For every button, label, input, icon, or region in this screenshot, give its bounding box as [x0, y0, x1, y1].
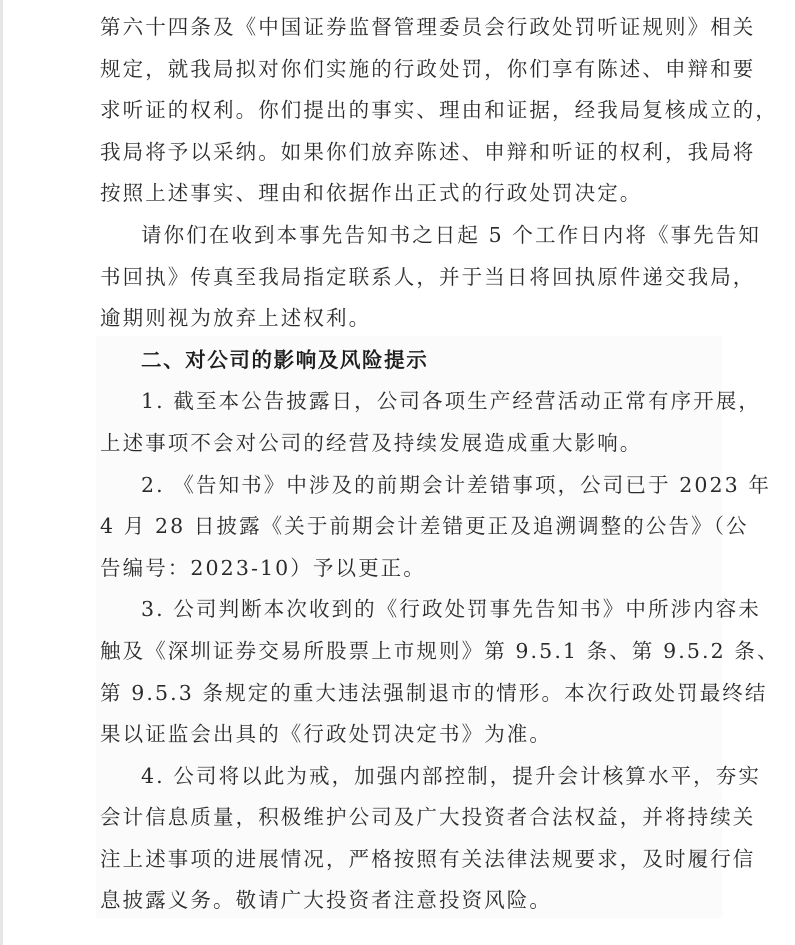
text-line: 1. 截至本公告披露日，公司各项生产经营活动正常有序开展， [141, 389, 761, 414]
section-heading: 二、对公司的影响及风险提示 [141, 347, 429, 372]
text-line: 第 9.5.3 条规定的重大违法强制退市的情形。本次行政处罚最终结 [100, 680, 768, 705]
list-item-4 [100, 756, 761, 922]
text-line: 第六十四条及《中国证券监督管理委员会行政处罚听证规则》相关 [100, 15, 756, 39]
paragraph-hearing-rights [100, 7, 778, 215]
text-line: 逾期则视为放弃上述权利。 [100, 306, 372, 331]
text-line: 4 月 28 日披露《关于前期会计差错更正及追溯调整的公告》（公 [100, 514, 749, 539]
text-line: 触及《深圳证券交易所股票上市规则》第 9.5.1 条、第 9.5.2 条、 [100, 638, 780, 663]
text-line: 上述事项不会对公司的经营及持续发展造成重大影响。 [100, 430, 643, 455]
text-line: 会计信息质量，积极维护公司及广大投资者合法权益，并将持续关 [100, 805, 756, 830]
section-impact-and-risk [100, 340, 780, 922]
text-line: 规定，就我局拟对你们实施的行政处罚，你们享有陈述、申辩和要 [100, 56, 756, 81]
text-line: 请你们在收到本事先告知书之日起 5 个工作日内将《事先告知 [141, 222, 761, 247]
list-item-3 [100, 589, 780, 755]
document-body [100, 7, 780, 922]
text-line: 告编号：2023-10）予以更正。 [100, 555, 426, 580]
list-item-2 [100, 465, 771, 590]
text-line: 息披露义务。敬请广大投资者注意投资风险。 [100, 888, 552, 913]
text-line: 求听证的权利。你们提出的事实、理由和证据，经我局复核成立的， [100, 98, 778, 123]
text-line: 书回执》传真至我局指定联系人，并于当日将回执原件递交我局， [100, 264, 756, 289]
page-left-border [0, 0, 3, 945]
text-line: 4. 公司将以此为戒，加强内部控制，提升会计核算水平，夯实 [141, 763, 761, 788]
text-line: 按照上述事实、理由和依据作出正式的行政处罚决定。 [100, 181, 643, 206]
text-line: 2. 《告知书》中涉及的前期会计差错事项，公司已于 2023 年 [141, 472, 771, 497]
text-line: 3. 公司判断本次收到的《行政处罚事先告知书》中所涉内容未 [141, 597, 761, 622]
text-line: 注上述事项的进展情况，严格按照有关法律法规要求，及时履行信 [100, 846, 756, 871]
paragraph-receipt-request [100, 215, 761, 340]
text-line: 我局将予以采纳。如果你们放弃陈述、申辩和听证的权利，我局将 [100, 139, 756, 164]
text-line: 果以证监会出具的《行政处罚决定书》为准。 [100, 722, 552, 747]
list-item-1 [100, 381, 761, 464]
